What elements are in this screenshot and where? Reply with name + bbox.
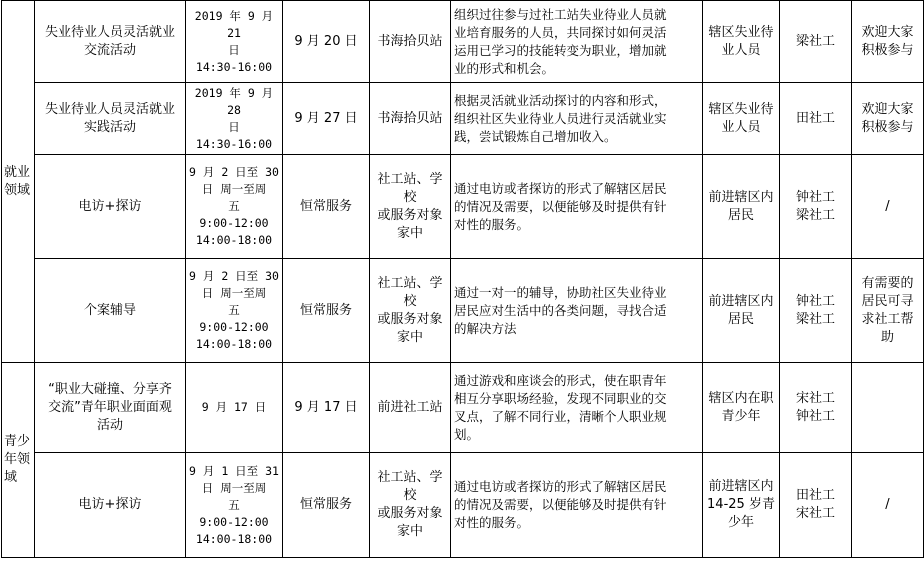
cell-line: 活动 bbox=[96, 417, 123, 433]
cell-line: 9:00-12:00 bbox=[199, 216, 269, 230]
cell-line: 9 月 20 日 bbox=[294, 33, 358, 49]
activity-content bbox=[451, 1, 703, 83]
cell-line: 14:00-18:00 bbox=[195, 531, 273, 546]
activity-content bbox=[451, 453, 703, 558]
cell-line: 交流活动 bbox=[83, 42, 136, 58]
remark bbox=[852, 1, 924, 83]
cell-line: 前进辖区内 bbox=[708, 189, 774, 205]
cell-line: 2019 年 9 月 28 bbox=[194, 85, 274, 117]
cell-line: 领域 bbox=[4, 182, 31, 198]
cell-line: 通过一对一的辅导，协助社区失业待业 bbox=[454, 284, 667, 300]
cell-line: 或服务对象 bbox=[377, 506, 443, 521]
staff bbox=[780, 259, 852, 363]
cell-line: 交流”青年职业面面观 bbox=[48, 399, 172, 415]
cell-line: 恒常服务 bbox=[299, 198, 352, 214]
cell-line: 14-25 岁青 bbox=[707, 497, 775, 512]
cell-line: 组织过往参与过社工站失业待业人员就 bbox=[454, 6, 667, 22]
activity-time bbox=[186, 259, 283, 363]
activity-place bbox=[370, 1, 451, 83]
staff bbox=[780, 363, 852, 453]
signup-deadline bbox=[283, 259, 370, 363]
cell-line: 对性的服务。 bbox=[454, 216, 530, 232]
cell-line: 恒常服务 bbox=[299, 302, 352, 318]
cell-line: 通过电访或者探访的形式了解辖区居民 bbox=[454, 180, 667, 196]
cell-line: 组织社区失业待业人员进行灵活就业实 bbox=[454, 110, 667, 126]
cell-line: 9:00-12:00 bbox=[199, 320, 269, 334]
activity-place bbox=[370, 259, 451, 363]
cell-line: 9:00-12:00 bbox=[199, 514, 269, 529]
table-row bbox=[2, 83, 924, 155]
domain-employment bbox=[2, 1, 35, 363]
cell-line: 失业待业人员灵活就业 bbox=[44, 24, 175, 40]
activity-name bbox=[35, 453, 186, 558]
cell-line: 欢迎大家 bbox=[861, 24, 914, 40]
cell-line: 钟社工 bbox=[795, 189, 835, 205]
cell-line: 实践活动 bbox=[83, 119, 136, 135]
cell-line: 居民应对生活中的各类问题，寻找合适 bbox=[454, 302, 667, 318]
domain-youth bbox=[2, 363, 35, 558]
cell-line: 日 周一至周 bbox=[201, 286, 267, 300]
cell-line: 践，尝试锻炼自己增加收入。 bbox=[454, 128, 617, 144]
signup-deadline bbox=[283, 1, 370, 83]
target-group bbox=[703, 83, 780, 155]
cell-line: 辖区失业待 bbox=[708, 101, 774, 117]
cell-line: 日 bbox=[228, 42, 240, 57]
cell-line: 书海拾贝站 bbox=[377, 33, 443, 49]
cell-line: 梁社工 bbox=[795, 207, 835, 223]
cell-line: 9 月 1 日至 31 bbox=[189, 463, 279, 478]
staff bbox=[780, 453, 852, 558]
cell-line: 2019 年 9 月 21 bbox=[194, 8, 274, 40]
activity-time bbox=[186, 363, 283, 453]
cell-line: 田社工 bbox=[795, 488, 835, 503]
schedule-table bbox=[1, 0, 924, 558]
cell-line: 家中 bbox=[396, 225, 423, 241]
cell-line: 求社工帮 bbox=[861, 311, 914, 327]
cell-line: 的情况及需要，以便能够及时提供有针 bbox=[454, 497, 667, 512]
cell-line: 或服务对象 bbox=[377, 207, 443, 223]
signup-deadline bbox=[283, 453, 370, 558]
cell-line: 居民 bbox=[727, 207, 754, 223]
cell-line: 业的形式和机会。 bbox=[454, 60, 555, 76]
cell-line: 五 bbox=[228, 303, 240, 317]
activity-name bbox=[35, 1, 186, 83]
activity-place bbox=[370, 155, 451, 259]
cell-line: 社工站、学校 bbox=[377, 171, 443, 205]
cell-line: 恒常服务 bbox=[299, 497, 352, 512]
remark bbox=[852, 259, 924, 363]
cell-line: 通过电访或者探访的形式了解辖区居民 bbox=[454, 479, 667, 494]
cell-line: 社工站、学校 bbox=[377, 470, 443, 503]
cell-line: 青少 bbox=[4, 434, 31, 449]
cell-line: 前进辖区内 bbox=[708, 293, 774, 309]
remark bbox=[852, 155, 924, 259]
cell-line: 域 bbox=[4, 470, 18, 485]
activity-place bbox=[370, 83, 451, 155]
cell-line: “职业大碰撞、分享齐 bbox=[48, 381, 172, 397]
cell-line: 欢迎大家 bbox=[861, 101, 914, 117]
cell-line: 书海拾贝站 bbox=[377, 110, 443, 126]
cell-line: 电访+探访 bbox=[78, 497, 142, 512]
table-row bbox=[2, 259, 924, 363]
cell-line: 年领 bbox=[4, 452, 31, 467]
cell-line: 的情况及需要，以便能够及时提供有针 bbox=[454, 198, 667, 214]
cell-line: 划。 bbox=[454, 426, 480, 442]
cell-line: 梁社工 bbox=[795, 33, 835, 49]
staff bbox=[780, 155, 852, 259]
target-group bbox=[703, 453, 780, 558]
cell-line: 青少年 bbox=[721, 408, 761, 424]
cell-line: 家中 bbox=[396, 329, 423, 345]
table-row bbox=[2, 155, 924, 259]
cell-line: / bbox=[885, 198, 890, 214]
cell-line: 9 月 2 日至 30 bbox=[189, 269, 279, 283]
cell-line: 失业待业人员灵活就业 bbox=[44, 101, 175, 117]
activity-content bbox=[451, 363, 703, 453]
cell-line: 通过游戏和座谈会的形式，使在职青年 bbox=[454, 372, 667, 388]
cell-line: 根据灵活就业活动探讨的内容和形式， bbox=[454, 92, 667, 108]
cell-line: 9 月 27 日 bbox=[294, 110, 358, 126]
cell-line: 14:00-18:00 bbox=[195, 233, 273, 247]
remark bbox=[852, 363, 924, 453]
cell-line: 助 bbox=[880, 329, 894, 345]
activity-place bbox=[370, 453, 451, 558]
activity-name bbox=[35, 259, 186, 363]
remark bbox=[852, 83, 924, 155]
cell-line: 钟社工 bbox=[795, 293, 835, 309]
cell-line: 9 月 2 日至 30 bbox=[189, 165, 279, 179]
target-group bbox=[703, 363, 780, 453]
cell-line: 14:00-18:00 bbox=[195, 337, 273, 351]
activity-name bbox=[35, 155, 186, 259]
cell-line: 前进社工站 bbox=[377, 399, 443, 415]
activity-content bbox=[451, 259, 703, 363]
cell-line: 宋社工 bbox=[795, 506, 835, 521]
activity-time bbox=[186, 155, 283, 259]
target-group bbox=[703, 155, 780, 259]
cell-line: 日 周一至周 bbox=[201, 480, 267, 495]
cell-line: 日 周一至周 bbox=[201, 182, 267, 196]
cell-line: 相互分享职场经验，发现不同职业的交 bbox=[454, 390, 667, 406]
signup-deadline bbox=[283, 363, 370, 453]
cell-line: 14:30-16:00 bbox=[195, 136, 273, 151]
activity-name bbox=[35, 363, 186, 453]
cell-line: 有需要的 bbox=[861, 275, 914, 291]
cell-line: 宋社工 bbox=[795, 390, 835, 406]
cell-line: 9 月 17 日 bbox=[201, 400, 267, 414]
cell-line: 对性的服务。 bbox=[454, 515, 530, 530]
cell-line: 五 bbox=[228, 497, 240, 512]
cell-line: 或服务对象 bbox=[377, 311, 443, 327]
cell-line: 运用已学习的技能转变为职业，增加就 bbox=[454, 42, 667, 58]
cell-line: 少年 bbox=[727, 515, 754, 530]
signup-deadline bbox=[283, 155, 370, 259]
activity-content bbox=[451, 155, 703, 259]
activity-time bbox=[186, 1, 283, 83]
cell-line: 五 bbox=[228, 199, 240, 213]
cell-line: 梁社工 bbox=[795, 311, 835, 327]
cell-line: 积极参与 bbox=[861, 119, 914, 135]
signup-deadline bbox=[283, 83, 370, 155]
activity-place bbox=[370, 363, 451, 453]
cell-line: 辖区失业待 bbox=[708, 24, 774, 40]
cell-line: 日 bbox=[228, 119, 240, 134]
cell-line: 社工站、学校 bbox=[377, 275, 443, 309]
target-group bbox=[703, 1, 780, 83]
cell-line: 业培育服务的人员，共同探讨如何灵活 bbox=[454, 24, 667, 40]
cell-line: 业人员 bbox=[721, 42, 761, 58]
staff bbox=[780, 83, 852, 155]
cell-line: 辖区内在职 bbox=[708, 390, 774, 406]
cell-line: 个案辅导 bbox=[83, 302, 136, 318]
activity-name bbox=[35, 83, 186, 155]
target-group bbox=[703, 259, 780, 363]
cell-line: 的解决方法 bbox=[454, 320, 517, 336]
cell-line: 业人员 bbox=[721, 119, 761, 135]
activity-time bbox=[186, 83, 283, 155]
cell-line: 居民可寻 bbox=[861, 293, 914, 309]
cell-line: 田社工 bbox=[795, 110, 835, 126]
cell-line: 家中 bbox=[396, 524, 423, 539]
table-row bbox=[2, 453, 924, 558]
activity-time bbox=[186, 453, 283, 558]
staff bbox=[780, 1, 852, 83]
cell-line: 前进辖区内 bbox=[708, 479, 774, 494]
table-row bbox=[2, 1, 924, 83]
table-row bbox=[2, 363, 924, 453]
cell-line: 电访+探访 bbox=[78, 198, 142, 214]
cell-line: / bbox=[885, 497, 890, 512]
cell-line: 就业 bbox=[4, 164, 31, 180]
activity-content bbox=[451, 83, 703, 155]
cell-line: 居民 bbox=[727, 311, 754, 327]
remark bbox=[852, 453, 924, 558]
cell-line: 叉点，了解不同行业，清晰个人职业规 bbox=[454, 408, 667, 424]
cell-line: 钟社工 bbox=[795, 408, 835, 424]
cell-line: 14:30-16:00 bbox=[195, 59, 273, 74]
cell-line: 积极参与 bbox=[861, 42, 914, 58]
cell-line: 9 月 17 日 bbox=[294, 399, 358, 415]
